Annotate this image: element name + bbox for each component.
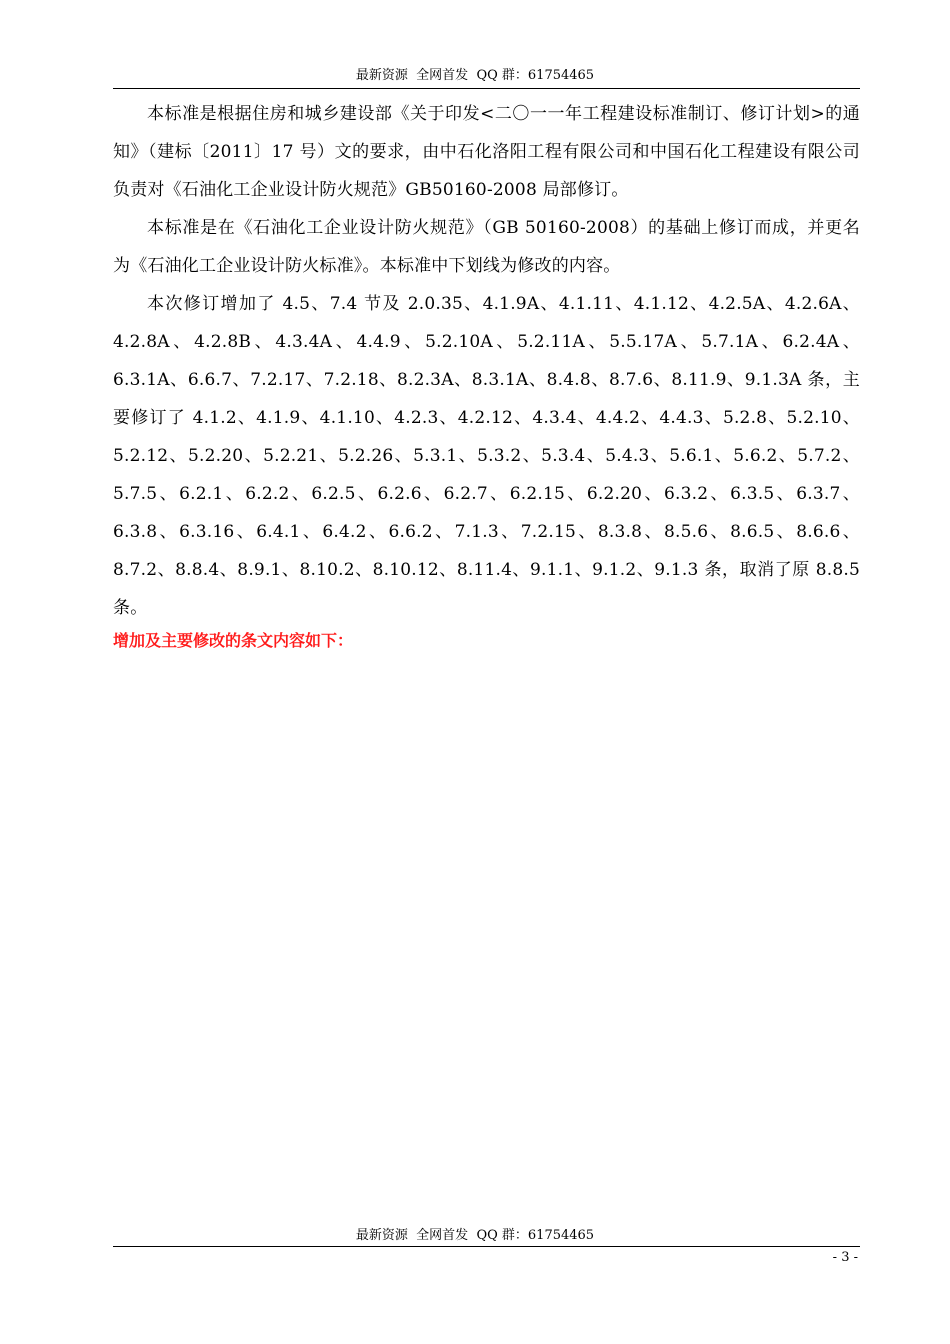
page-header: 最新资源 全网首发 QQ 群：61754465 bbox=[355, 68, 595, 83]
section-heading: 增加及主要修改的条文内容如下： bbox=[113, 631, 354, 650]
paragraph-revisions: 本次修订增加了 4.5、7.4 节及 2.0.35、4.1.9A、4.1.11、4.1.12、4.2.5A、4.2.6A、4.2.8A、4.2.8B、4.3.4A、4.4.9、5.2.10A、5.2.11A、5.5.17A、5.7.1A、6.2.4A、6.3.1A、6.6.7、7.2.17、7.2.18、8.2.3A、8.3.1A、8.4.8、8.7.6、8.11.9、9.1.3A 条，主要修订了 4.1.2、4.1.9、4.1.10、4.2.3、4.2.12、4.3.4、4.4.2、4.4.3、5.2.8、5.2.10、5.2.12、5.2.20、5.2.21、5.2.26、5.3.1、5.3.2、5.3.4、5.4.3、5.6.1、5.6.2、5.7.2、5.7.5、6.2.1、6.2.2、6.2.5、6.2.6、6.2.7、6.2.15、6.2.20、6.3.2、6.3.5、6.3.7、6.3.8、6.3.16、6.4.1、6.4.2、6.6.2、7.1.3、7.2.15、8.3.8、8.5.6、8.6.5、8.6.6、8.7.2、8.8.4、8.9.1、8.10.2、8.10.12、8.11.4、9.1.1、9.1.2、9.1.3 条，取消了原 8.8.5 条。 bbox=[113, 294, 860, 618]
paragraph-renaming: 本标准是在《石油化工企业设计防火规范》（GB 50160-2008）的基础上修订而成，并更名为《石油化工企业设计防火标准》。本标准中下划线为修改的内容。 bbox=[113, 218, 860, 276]
page-footer: 最新资源 全网首发 QQ 群：61754465 bbox=[355, 1228, 595, 1243]
footer-divider bbox=[113, 1246, 860, 1247]
header-divider bbox=[113, 88, 860, 89]
page-number: - 3 - bbox=[832, 1250, 858, 1265]
document-body bbox=[113, 95, 860, 627]
paragraph-basis: 本标准是根据住房和城乡建设部《关于印发<二〇一一年工程建设标准制订、修订计划>的通知》（建标〔2011〕17 号）文的要求，由中石化洛阳工程有限公司和中国石化工程建设有限公司负责对《石油化工企业设计防火规范》GB50160-2008 局部修订。 bbox=[113, 104, 860, 200]
